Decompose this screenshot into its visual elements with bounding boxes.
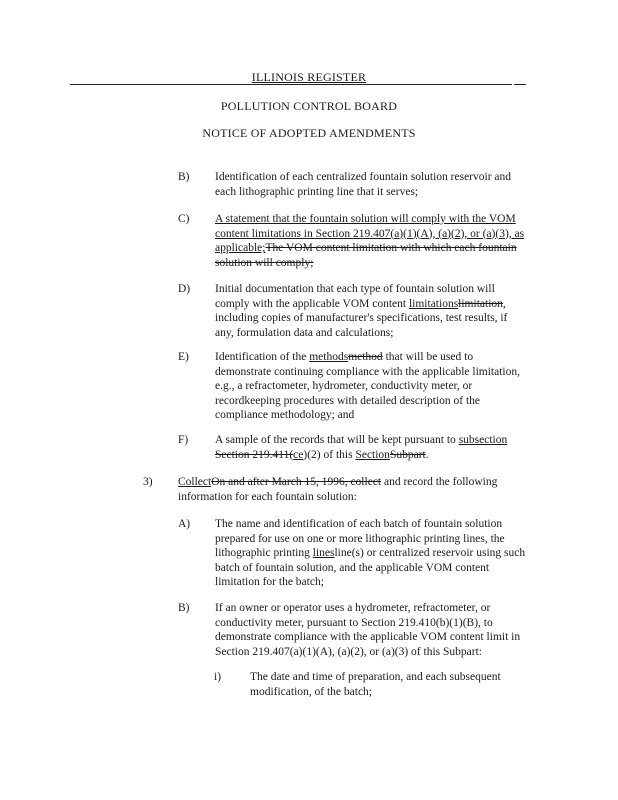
register-title: ILLINOIS REGISTER bbox=[251, 70, 367, 84]
item-label-a2: A) bbox=[178, 518, 191, 530]
item-c-text: A statement that the fountain solution will comply with the VOM content limitations in Section 219.407(a)(1)(A), (a)(2), or (a)(3), as applicable;The VOM content limitation with which each fountain solution will comply; bbox=[215, 213, 525, 269]
item-b-text: Identification of each centralized fountain solution reservoir and each lithographic printing line that it serves; bbox=[215, 171, 512, 198]
item-d-text: Initial documentation that each type of fountain solution will comply with the applicable VOM content limitationslimitation, including copies of manufacturer's specifications, test results, if any, formulation data and calculations; bbox=[215, 283, 508, 339]
item-label-f: F) bbox=[178, 434, 189, 446]
notice-title: NOTICE OF ADOPTED AMENDMENTS bbox=[202, 126, 416, 140]
item-3-text: CollectOn and after March 15, 1996, collect and record the following information for each fountain solution: bbox=[178, 476, 498, 503]
item-b2-text: If an owner or operator uses a hydrometer, refractometer, or conductivity meter, pursuant to Section 219.410(b)(1)(B), to demonstrate compliance with the applicable VOM content limit in Section 219.407(a)(1)(A), (a)(2), or (a)(3) of this Subpart: bbox=[215, 602, 521, 658]
item-f-text: A sample of the records that will be kept pursuant to subsection Section 219.411(ce)(2) of this SectionSubpart. bbox=[215, 434, 508, 461]
item-label-3: 3) bbox=[143, 476, 153, 488]
item-label-c: C) bbox=[178, 213, 190, 225]
item-label-d: D) bbox=[178, 283, 191, 295]
board-title: POLLUTION CONTROL BOARD bbox=[220, 99, 398, 113]
item-label-i: i) bbox=[214, 671, 222, 683]
item-i-text: The date and time of preparation, and each subsequent modification, of the batch; bbox=[250, 671, 501, 698]
item-a2-text: The name and identification of each batch of fountain solution prepared for use on one or more lithographic printing lines, the lithographic printing linesline(s) or centralized reservoir using such batch of fountain solution, and the applicable VOM content limitation for the batch; bbox=[215, 518, 526, 589]
item-label-b: B) bbox=[178, 171, 190, 183]
item-e-text: Identification of the methodsmethod that will be used to demonstrate continuing compliance with the applicable limitation, e.g., a refractometer, hydrometer, conductivity meter, or recordkeeping procedures with detailed description of the compliance methodology; and bbox=[215, 351, 520, 422]
item-label-b2: B) bbox=[178, 602, 190, 614]
item-label-e: E) bbox=[178, 351, 189, 363]
